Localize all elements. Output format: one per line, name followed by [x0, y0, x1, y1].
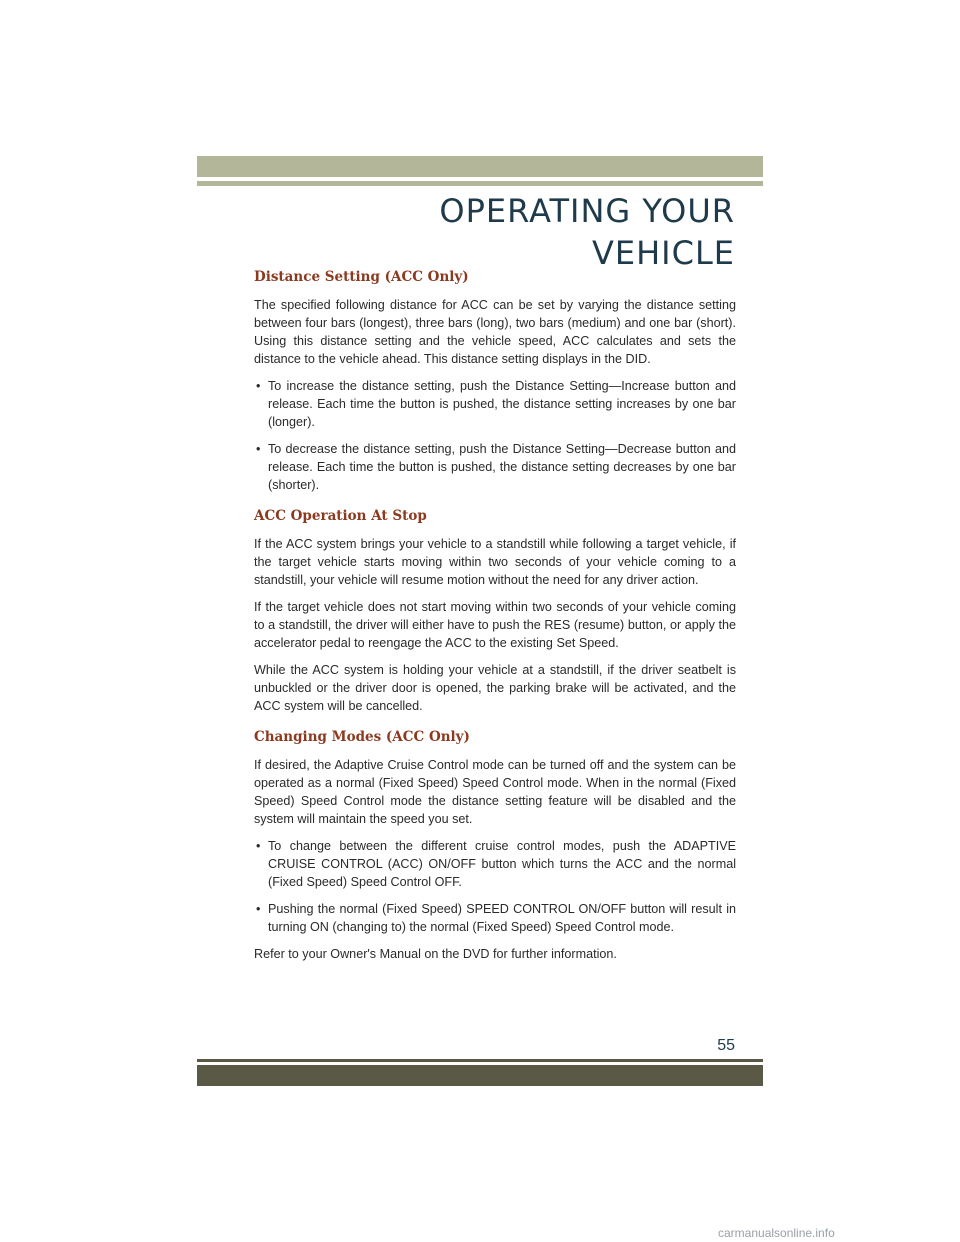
section-title: OPERATING YOUR VEHICLE [439, 192, 735, 272]
footer-band [197, 1065, 763, 1086]
bullet-dot: • [256, 442, 261, 456]
page-number: 55 [717, 1037, 735, 1054]
watermark: carmanualsonline.info [718, 1226, 835, 1240]
heading-changing-modes: Changing Modes (ACC Only) [254, 729, 470, 745]
bullet-item [254, 377, 736, 431]
bullet-text: To change between the different cruise control modes, push the ADAPTIVE CRUISE CONTROL (ACC) ON/OFF button which turns the ACC and the normal (Fixed Speed) Speed Control OFF. [268, 839, 736, 889]
footer-rule [197, 1059, 763, 1062]
paragraph: If desired, the Adaptive Cruise Control mode can be turned off and the system can be operated as a normal (Fixed Speed) Speed Control mode. When in the normal (Fixed Speed) Speed Control mode the distance setting feature will be disabled and the system will maintain the speed you set. [254, 758, 736, 826]
bullet-text: To increase the distance setting, push the Distance Setting—Increase button and release. Each time the button is pushed, the distance setting increases by one bar (longer). [268, 379, 736, 429]
paragraph: If the ACC system brings your vehicle to a standstill while following a target vehicle, if the target vehicle starts moving within two seconds of your vehicle coming to a standstill, your vehicle will resume motion without the need for any driver action. [254, 537, 736, 587]
paragraph: Refer to your Owner's Manual on the DVD for further information. [254, 947, 617, 961]
paragraph: If the target vehicle does not start moving within two seconds of your vehicle coming to a standstill, the driver will either have to push the RES (resume) button, or apply the accelerator pedal to reengage the ACC to the existing Set Speed. [254, 600, 736, 650]
paragraph: The specified following distance for ACC can be set by varying the distance setting between four bars (longest), three bars (long), two bars (medium) and one bar (short). Using this distance setting and the vehicle speed, ACC calculates and sets the distance to the vehicle ahead. This distance setting displays in the DID. [254, 298, 736, 366]
bullet-text: Pushing the normal (Fixed Speed) SPEED CONTROL ON/OFF button will result in turning ON (changing to) the normal (Fixed Speed) Speed Control mode. [268, 902, 736, 934]
header-band [197, 156, 763, 177]
bullet-dot: • [256, 379, 261, 393]
bullet-item [254, 900, 736, 936]
bullet-item [254, 837, 736, 891]
heading-distance-setting: Distance Setting (ACC Only) [254, 269, 469, 285]
bullet-dot: • [256, 902, 261, 916]
paragraph: While the ACC system is holding your vehicle at a standstill, if the driver seatbelt is unbuckled or the driver door is opened, the parking brake will be activated, and the ACC system will be cancelled. [254, 663, 736, 713]
bullet-text: To decrease the distance setting, push the Distance Setting—Decrease button and release. Each time the button is pushed, the distance setting decreases by one bar (shorter). [268, 442, 736, 492]
bullet-dot: • [256, 839, 261, 853]
heading-acc-operation-at-stop: ACC Operation At Stop [254, 508, 427, 524]
page-content [254, 268, 736, 972]
header-rule [197, 181, 763, 186]
bullet-item [254, 440, 736, 494]
